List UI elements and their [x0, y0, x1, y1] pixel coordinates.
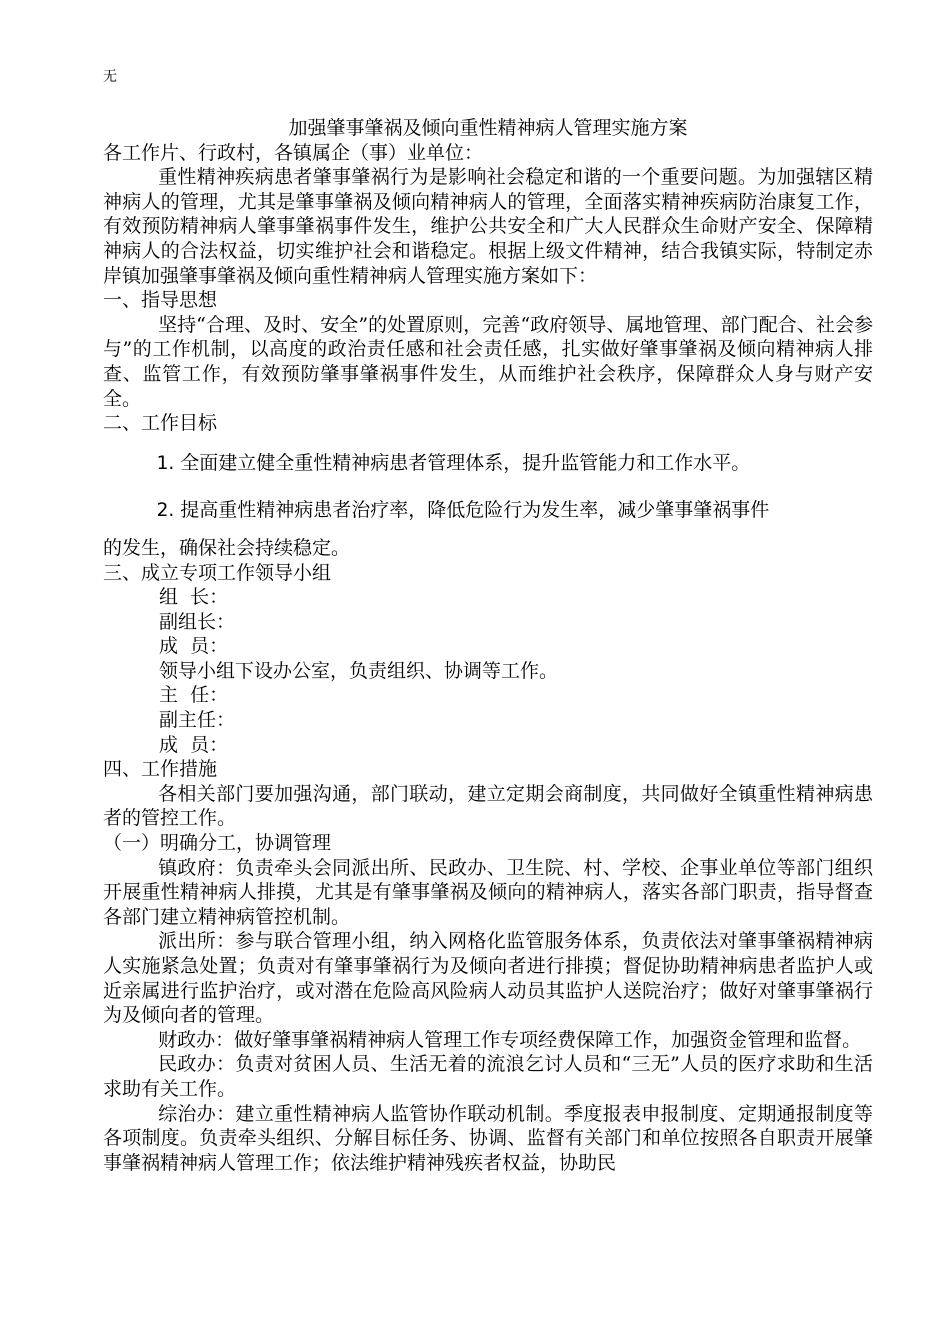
- duty-police-station: 派出所：参与联合管理小组，纳入网格化监管服务体系，负责依法对肇事肇祸精神病人实施紧急处置；负责对有肇事肇祸行为及倾向者进行排摸；督促协助精神病患者监护人或近亲属进行监护治疗，或对潜在危险高风险病人动员其监护人送院治疗；做好对肇事肇祸行为及倾向者的管理。: [103, 930, 873, 1027]
- group-leader: 组 长：: [159, 586, 229, 609]
- office-note: 领导小组下设办公室，负责组织、协调等工作。: [159, 659, 559, 682]
- goal-item-2-continuation: 的发生，确保社会持续稳定。: [103, 536, 351, 559]
- section-1-text: 坚持“合理、及时、安全”的处置原则，完善“政府领导、属地管理、部门配合、社会参与”的工作机制，以高度的政治责任感和社会责任感，扎实做好肇事肇祸及倾向精神病人排查、监管工作，有效预防肇事肇祸事件发生，从而维护社会秩序，保障群众人身与财产安全。: [103, 313, 873, 410]
- goal-item-2-text: 提高重性精神病患者治疗率，降低危险行为发生率，减少肇事肇祸事件: [180, 499, 770, 522]
- goal-item-1-number: 1.: [156, 452, 175, 474]
- duty-civil-affairs: 民政办：负责对贫困人员、生活无着的流浪乞讨人员和“三无”人员的医疗求助和生活求助有关工作。: [103, 1053, 873, 1100]
- office-members: 成 员：: [159, 733, 229, 756]
- page-header: 无: [103, 69, 117, 85]
- section-4-heading: 四、工作措施: [103, 758, 218, 781]
- office-vice-director: 副主任：: [159, 709, 236, 732]
- salutation: 各工作片、行政村，各镇属企（事）业单位：: [103, 141, 484, 164]
- section-2-heading: 二、工作目标: [103, 412, 218, 435]
- group-members: 成 员：: [159, 635, 229, 658]
- goal-item-1: [103, 451, 873, 477]
- duty-town-government: 镇政府：负责牵头会同派出所、民政办、卫生院、村、学校、企事业单位等部门组织开展重性精神病人排摸，尤其是有肇事肇祸及倾向的精神病人，落实各部门职责，指导督查各部门建立精神病管控机制。: [103, 856, 873, 928]
- section-3-heading: 三、成立专项工作领导小组: [103, 561, 332, 584]
- section-1-heading: 一、指导思想: [103, 289, 218, 312]
- intro-paragraph: 重性精神疾病患者肇事肇祸行为是影响社会稳定和谐的一个重要问题。为加强辖区精神病人的管理，尤其是肇事肇祸及倾向精神病人的管理，全面落实精神疾病防治康复工作，有效预防精神病人肇事肇祸事件发生，维护公共安全和广大人民群众生命财产安全、保障精神病人的合法权益，切实维护社会和谐稳定。根据上级文件精神，结合我镇实际，特制定赤岸镇加强肇事肇祸及倾向重性精神病人管理实施方案如下：: [103, 166, 873, 287]
- goal-item-2: [103, 498, 873, 524]
- goal-item-1-text: 全面建立健全重性精神病患者管理体系，提升监管能力和工作水平。: [180, 451, 751, 474]
- duty-finance-office: 财政办：做好肇事肇祸精神病人管理工作专项经费保障工作，加强资金管理和监督。: [158, 1028, 862, 1051]
- document-title: 加强肇事肇祸及倾向重性精神病人管理实施方案: [288, 117, 688, 139]
- goal-item-2-number: 2.: [156, 500, 175, 522]
- document-body: [103, 116, 873, 1175]
- group-deputy-leader: 副组长：: [159, 610, 236, 633]
- section-4-intro: 各相关部门要加强沟通，部门联动，建立定期会商制度，共同做好全镇重性精神病患者的管控工作。: [103, 782, 873, 830]
- subsection-1-heading: （一）明确分工，协调管理: [103, 832, 332, 855]
- duty-comprehensive-office: 综治办：建立重性精神病人监管协作联动机制。季度报表申报制度、定期通报制度等各项制度。负责牵头组织、分解目标任务、协调、监督有关部门和单位按照各自职责开展肇事肇祸精神病人管理工作；依法维护精神残疾者权益，协助民: [103, 1102, 873, 1174]
- office-director: 主 任：: [159, 684, 229, 707]
